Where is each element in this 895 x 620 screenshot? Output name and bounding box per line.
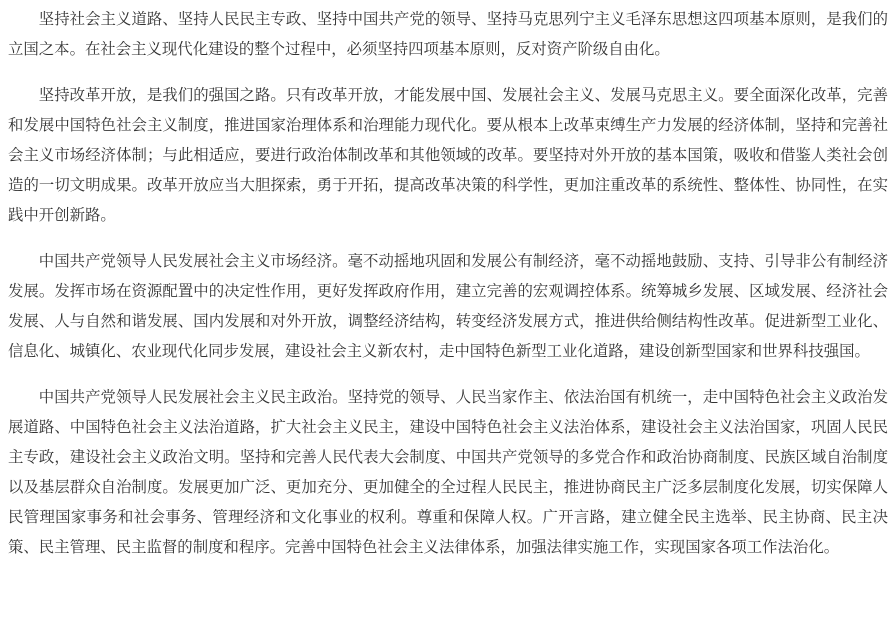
paragraph-four-cardinal-principles: 坚持社会主义道路、坚持人民民主专政、坚持中国共产党的领导、坚持马克思列宁主义毛泽东思想这四项基本原则，是我们的立国之本。在社会主义现代化建设的整个过程中，必须坚持四项基本原则，反对资产阶级自由化。 [8,10,888,58]
paragraph-market-economy: 中国共产党领导人民发展社会主义市场经济。毫不动摇地巩固和发展公有制经济，毫不动摇地鼓励、支持、引导非公有制经济发展。发挥市场在资源配置中的决定性作用，更好发挥政府作用，建立完善的宏观调控体系。统筹城乡发展、区域发展、经济社会发展、人与自然和谐发展、国内发展和对外开放，调整经济结构，转变经济发展方式，推进供给侧结构性改革。促进新型工业化、信息化、城镇化、农业现代化同步发展，建设社会主义新农村，走中国特色新型工业化道路，建设创新型国家和世界科技强国。 [8,252,888,360]
paragraph-democratic-politics: 中国共产党领导人民发展社会主义民主政治。坚持党的领导、人民当家作主、依法治国有机统一，走中国特色社会主义政治发展道路、中国特色社会主义法治道路，扩大社会主义民主，建设中国特色社会主义法治体系，建设社会主义法治国家，巩固人民民主专政，建设社会主义政治文明。坚持和完善人民代表大会制度、中国共产党领导的多党合作和政治协商制度、民族区域自治制度以及基层群众自治制度。发展更加广泛、更加充分、更加健全的全过程人民民主，推进协商民主广泛多层制度化发展，切实保障人民管理国家事务和社会事务、管理经济和文化事业的权利。尊重和保障人权。广开言路，建立健全民主选举、民主协商、民主决策、民主管理、民主监督的制度和程序。完善中国特色社会主义法律体系，加强法律实施工作，实现国家各项工作法治化。 [8,388,888,556]
paragraph-reform-and-opening: 坚持改革开放，是我们的强国之路。只有改革开放，才能发展中国、发展社会主义、发展马克思主义。要全面深化改革，完善和发展中国特色社会主义制度，推进国家治理体系和治理能力现代化。要从根本上改革束缚生产力发展的经济体制，坚持和完善社会主义市场经济体制；与此相适应，要进行政治体制改革和其他领域的改革。要坚持对外开放的基本国策，吸收和借鉴人类社会创造的一切文明成果。改革开放应当大胆探索，勇于开拓，提高改革决策的科学性，更加注重改革的系统性、整体性、协同性，在实践中开创新路。 [8,86,888,224]
